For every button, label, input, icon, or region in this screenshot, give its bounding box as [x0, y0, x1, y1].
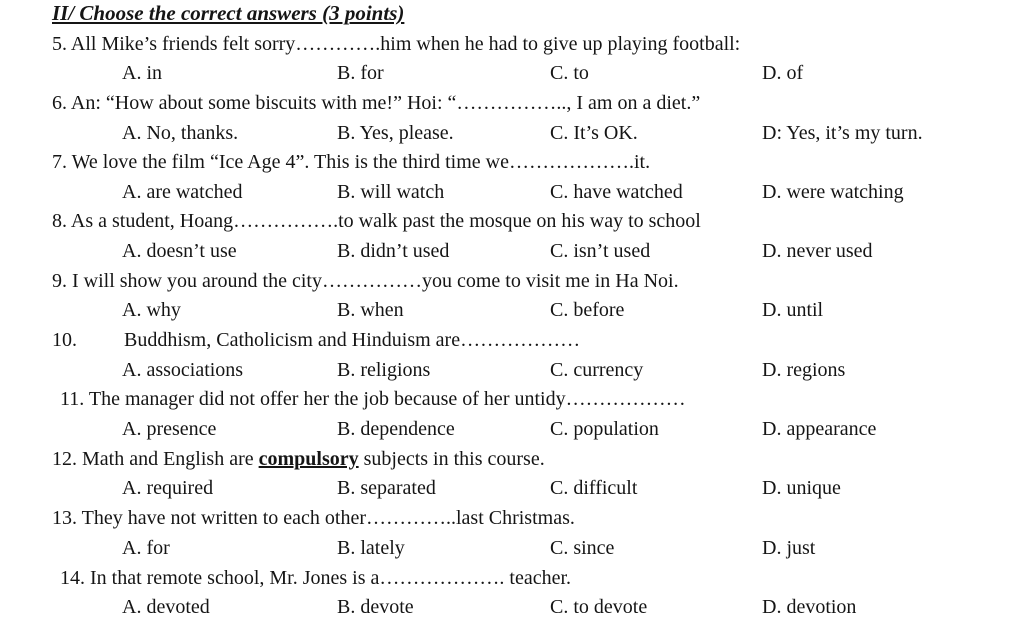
question-number: 13. — [52, 507, 77, 529]
question-number: 10. — [52, 329, 77, 351]
option-d[interactable]: D. until — [762, 299, 824, 321]
question-number: 9. — [52, 270, 67, 292]
option-b[interactable]: B. will watch — [337, 181, 445, 203]
underlined-word: compulsory — [258, 448, 359, 470]
question-14 — [60, 566, 571, 590]
question-13 — [52, 506, 575, 530]
question-stem-after: subjects in this course. — [363, 448, 545, 470]
option-c[interactable]: C. difficult — [550, 477, 638, 499]
option-c[interactable]: C. to devote — [550, 596, 648, 618]
options-12 — [0, 476, 1024, 500]
option-c[interactable]: C. It’s OK. — [550, 122, 638, 144]
option-c[interactable]: C. to — [550, 62, 589, 84]
option-b[interactable]: B. devote — [337, 596, 414, 618]
question-number: 14. — [60, 567, 85, 589]
option-a[interactable]: A. No, thanks. — [122, 122, 239, 144]
options-5 — [0, 61, 1024, 85]
option-b[interactable]: B. lately — [337, 537, 405, 559]
question-stem: I will show you around the city……………you come to visit me in Ha Noi. — [72, 270, 679, 292]
option-c[interactable]: C. before — [550, 299, 625, 321]
question-number: 7. — [52, 151, 67, 173]
options-10 — [0, 358, 1024, 382]
question-number: 11. — [60, 388, 85, 410]
question-6 — [52, 91, 700, 115]
question-8 — [52, 209, 701, 233]
option-d[interactable]: D. of — [762, 62, 804, 84]
options-11 — [0, 417, 1024, 441]
option-c[interactable]: C. currency — [550, 359, 644, 381]
option-d[interactable]: D. never used — [762, 240, 873, 262]
option-a[interactable]: A. presence — [122, 418, 217, 440]
question-stem: The manager did not offer her the job because of her untidy……………… — [88, 388, 686, 410]
section-title: II/ Choose the correct answers (3 points) — [52, 1, 405, 25]
options-8 — [0, 239, 1024, 263]
option-b[interactable]: B. religions — [337, 359, 431, 381]
option-c[interactable]: C. have watched — [550, 181, 683, 203]
option-a[interactable]: A. devoted — [122, 596, 210, 618]
question-number: 12. — [52, 448, 77, 470]
option-a[interactable]: A. for — [122, 537, 170, 559]
option-a[interactable]: A. why — [122, 299, 181, 321]
option-b[interactable]: B. Yes, please. — [337, 122, 454, 144]
question-number: 6. — [52, 92, 67, 114]
options-14 — [0, 595, 1024, 619]
option-b[interactable]: B. separated — [337, 477, 436, 499]
question-number: 8. — [52, 210, 67, 232]
question-stem: All Mike’s friends felt sorry………….him when he had to give up playing football: — [70, 33, 741, 55]
question-stem-before: Math and English are — [82, 448, 254, 470]
question-stem: An: “How about some biscuits with me!” Hoi: “…………….., I am on a diet.” — [70, 92, 701, 114]
option-b[interactable]: B. didn’t used — [337, 240, 450, 262]
question-stem: They have not written to each other…………..last Christmas. — [81, 507, 575, 529]
question-12 — [52, 447, 545, 471]
option-d[interactable]: D. just — [762, 537, 816, 559]
options-7 — [0, 180, 1024, 204]
question-11 — [60, 387, 686, 411]
option-b[interactable]: B. for — [337, 62, 384, 84]
question-number: 5. — [52, 33, 67, 55]
option-c[interactable]: C. isn’t used — [550, 240, 651, 262]
question-stem: In that remote school, Mr. Jones is a………………. teacher. — [90, 567, 572, 589]
question-10 — [52, 328, 580, 352]
option-d[interactable]: D. appearance — [762, 418, 877, 440]
option-d[interactable]: D. devotion — [762, 596, 857, 618]
option-a[interactable]: A. associations — [122, 359, 244, 381]
option-b[interactable]: B. dependence — [337, 418, 455, 440]
options-6 — [0, 121, 1024, 145]
options-13 — [0, 536, 1024, 560]
option-a[interactable]: A. doesn’t use — [122, 240, 237, 262]
question-stem: We love the film “Ice Age 4”. This is the third time we……………….it. — [71, 151, 651, 173]
question-5 — [52, 32, 740, 56]
option-a[interactable]: A. required — [122, 477, 214, 499]
options-9 — [0, 298, 1024, 322]
option-d[interactable]: D. were watching — [762, 181, 904, 203]
option-b[interactable]: B. when — [337, 299, 404, 321]
question-stem: Buddhism, Catholicism and Hinduism are……………… — [124, 329, 581, 351]
option-a[interactable]: A. are watched — [122, 181, 243, 203]
question-7 — [52, 150, 650, 174]
question-9 — [52, 269, 679, 293]
option-c[interactable]: C. population — [550, 418, 659, 440]
question-stem: As a student, Hoang…………….to walk past the mosque on his way to school — [70, 210, 701, 232]
option-d[interactable]: D. regions — [762, 359, 846, 381]
option-c[interactable]: C. since — [550, 537, 615, 559]
option-d[interactable]: D: Yes, it’s my turn. — [762, 122, 923, 144]
option-a[interactable]: A. in — [122, 62, 162, 84]
option-d[interactable]: D. unique — [762, 477, 841, 499]
